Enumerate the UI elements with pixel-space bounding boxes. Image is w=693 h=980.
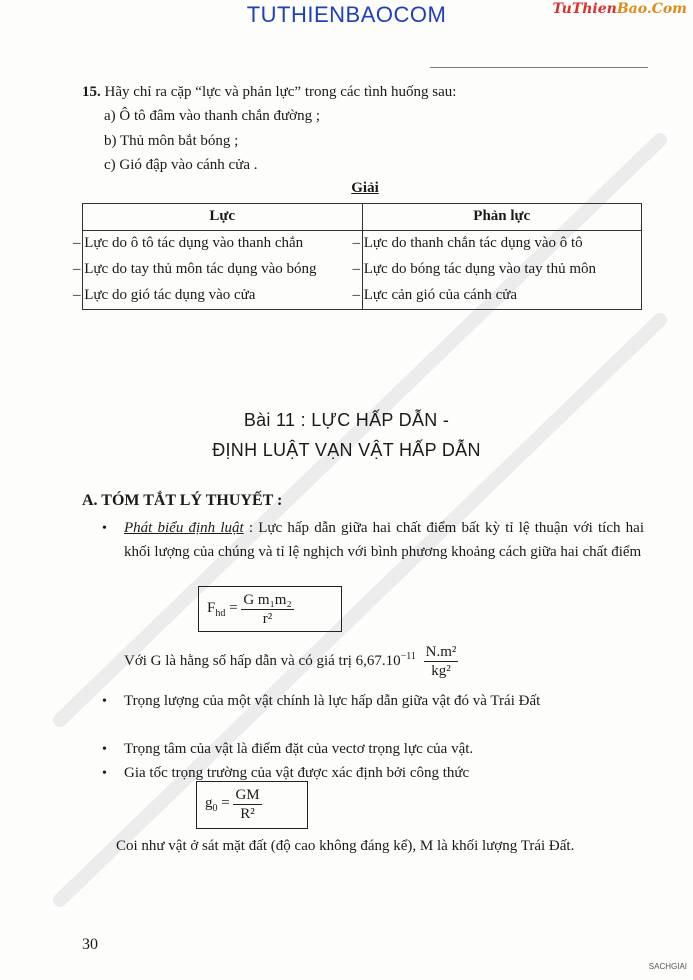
formula-fraction bbox=[241, 591, 293, 628]
bullet-weight: Trọng lượng của một vật chính là lực hấp dẫn giữa vật đó và Trái Đất bbox=[124, 693, 541, 709]
reaction-cell: – Lực cản gió của cánh cửa bbox=[362, 283, 642, 310]
footer-logo[interactable]: SACHGIAI bbox=[648, 962, 687, 971]
brand-logo-part-a: TuThien bbox=[552, 1, 617, 17]
bullet-dot: • bbox=[102, 694, 107, 709]
closing-paragraph: Coi như vật ở sát mặt đất (độ cao không đáng kể), M là khối lượng Trái Đất. bbox=[116, 838, 575, 854]
question-item-a: a) Ô tô đâm vào thanh chắn đường ; bbox=[104, 108, 321, 124]
formula-lhs-sub: hd bbox=[215, 608, 226, 619]
question-item-b: b) Thủ môn bắt bóng ; bbox=[104, 133, 239, 149]
bullet-dot: • bbox=[102, 521, 107, 536]
formula-fraction bbox=[233, 786, 261, 823]
site-title[interactable]: TUTHIENBAOCOM bbox=[246, 2, 447, 27]
reaction-cell: – Lực do bóng tác dụng vào tay thủ môn bbox=[362, 257, 642, 283]
bullet-dot: • bbox=[102, 766, 107, 781]
formula-lhs-sub: 0 bbox=[212, 803, 218, 814]
formula-numerator: G m₁m₂ bbox=[243, 592, 292, 608]
g-unit-fraction bbox=[424, 643, 459, 680]
law-text: : Lực hấp dẫn giữa hai chất điểm bất kỳ tỉ lệ thuận với tích hai khối lượng của chúng và tỉ lệ nghịch với bình phương khoảng cách giữa hai chất điểm bbox=[124, 520, 644, 560]
header-rule bbox=[430, 67, 648, 68]
acceleration-formula bbox=[205, 786, 262, 823]
page-number: 30 bbox=[82, 936, 98, 953]
law-label: Phát biểu định luật bbox=[124, 520, 244, 536]
formula-lhs: g bbox=[205, 795, 213, 811]
force-cell: – Lực do gió tác dụng vào cửa bbox=[83, 283, 363, 310]
law-statement bbox=[124, 516, 644, 564]
formula-denominator: r² bbox=[262, 611, 273, 627]
reaction-cell: – Lực do thanh chắn tác dụng vào ô tô bbox=[362, 231, 642, 258]
bullet-dot: • bbox=[102, 742, 107, 757]
col-force-header: Lực bbox=[83, 204, 363, 231]
acceleration-formula-box bbox=[196, 781, 308, 829]
table-header-row bbox=[83, 204, 642, 231]
question-item-c: c) Gió đập vào cánh cửa . bbox=[104, 157, 258, 173]
lesson-title-line2: ĐỊNH LUẬT VẠN VẬT HẤP DẪN bbox=[212, 440, 481, 460]
table-row bbox=[83, 283, 642, 310]
lesson-title-line1: Bài 11 : LỰC HẤP DẪN - bbox=[243, 410, 450, 430]
g-constant-line bbox=[124, 643, 458, 680]
question-text: Hãy chỉ ra cặp “lực và phản lực” trong các tình huống sau: bbox=[104, 84, 457, 100]
gravity-formula bbox=[207, 591, 294, 628]
formula-numerator: GM bbox=[235, 787, 260, 803]
solution-heading: Giải bbox=[351, 180, 379, 196]
force-cell: – Lực do ô tô tác dụng vào thanh chắn bbox=[83, 231, 363, 258]
formula-denominator: R² bbox=[240, 806, 255, 822]
gravity-formula-box bbox=[198, 586, 342, 632]
brand-logo-part-b: Bao.Com bbox=[616, 1, 687, 17]
g-constant-text: Với G là hằng số hấp dẫn và có giá trị 6,67.10 bbox=[124, 652, 401, 669]
formula-lhs: F bbox=[207, 600, 216, 616]
question-prompt bbox=[82, 80, 652, 104]
force-cell: – Lực do tay thủ môn tác dụng vào bóng bbox=[83, 257, 363, 283]
g-unit-denominator: kg² bbox=[431, 663, 451, 679]
col-reaction-header: Phản lực bbox=[362, 204, 642, 231]
section-a-title: A. TÓM TẮT LÝ THUYẾT : bbox=[82, 492, 283, 509]
question-number: 15. bbox=[82, 84, 101, 100]
g-unit-numerator: N.m² bbox=[425, 644, 457, 660]
bullet-center-gravity: Trọng tâm của vật là điểm đặt của vectơ trọng lực của vật. bbox=[124, 741, 474, 757]
g-constant-exponent: −11 bbox=[400, 650, 416, 662]
bullet-acceleration: Gia tốc trọng trường của vật được xác định bởi công thức bbox=[124, 765, 470, 781]
table-row bbox=[83, 231, 642, 258]
table-row bbox=[83, 257, 642, 283]
formula-eq: = bbox=[225, 600, 238, 616]
formula-eq: = bbox=[217, 795, 230, 811]
brand-logo[interactable] bbox=[553, 1, 687, 17]
solution-table bbox=[73, 203, 642, 310]
